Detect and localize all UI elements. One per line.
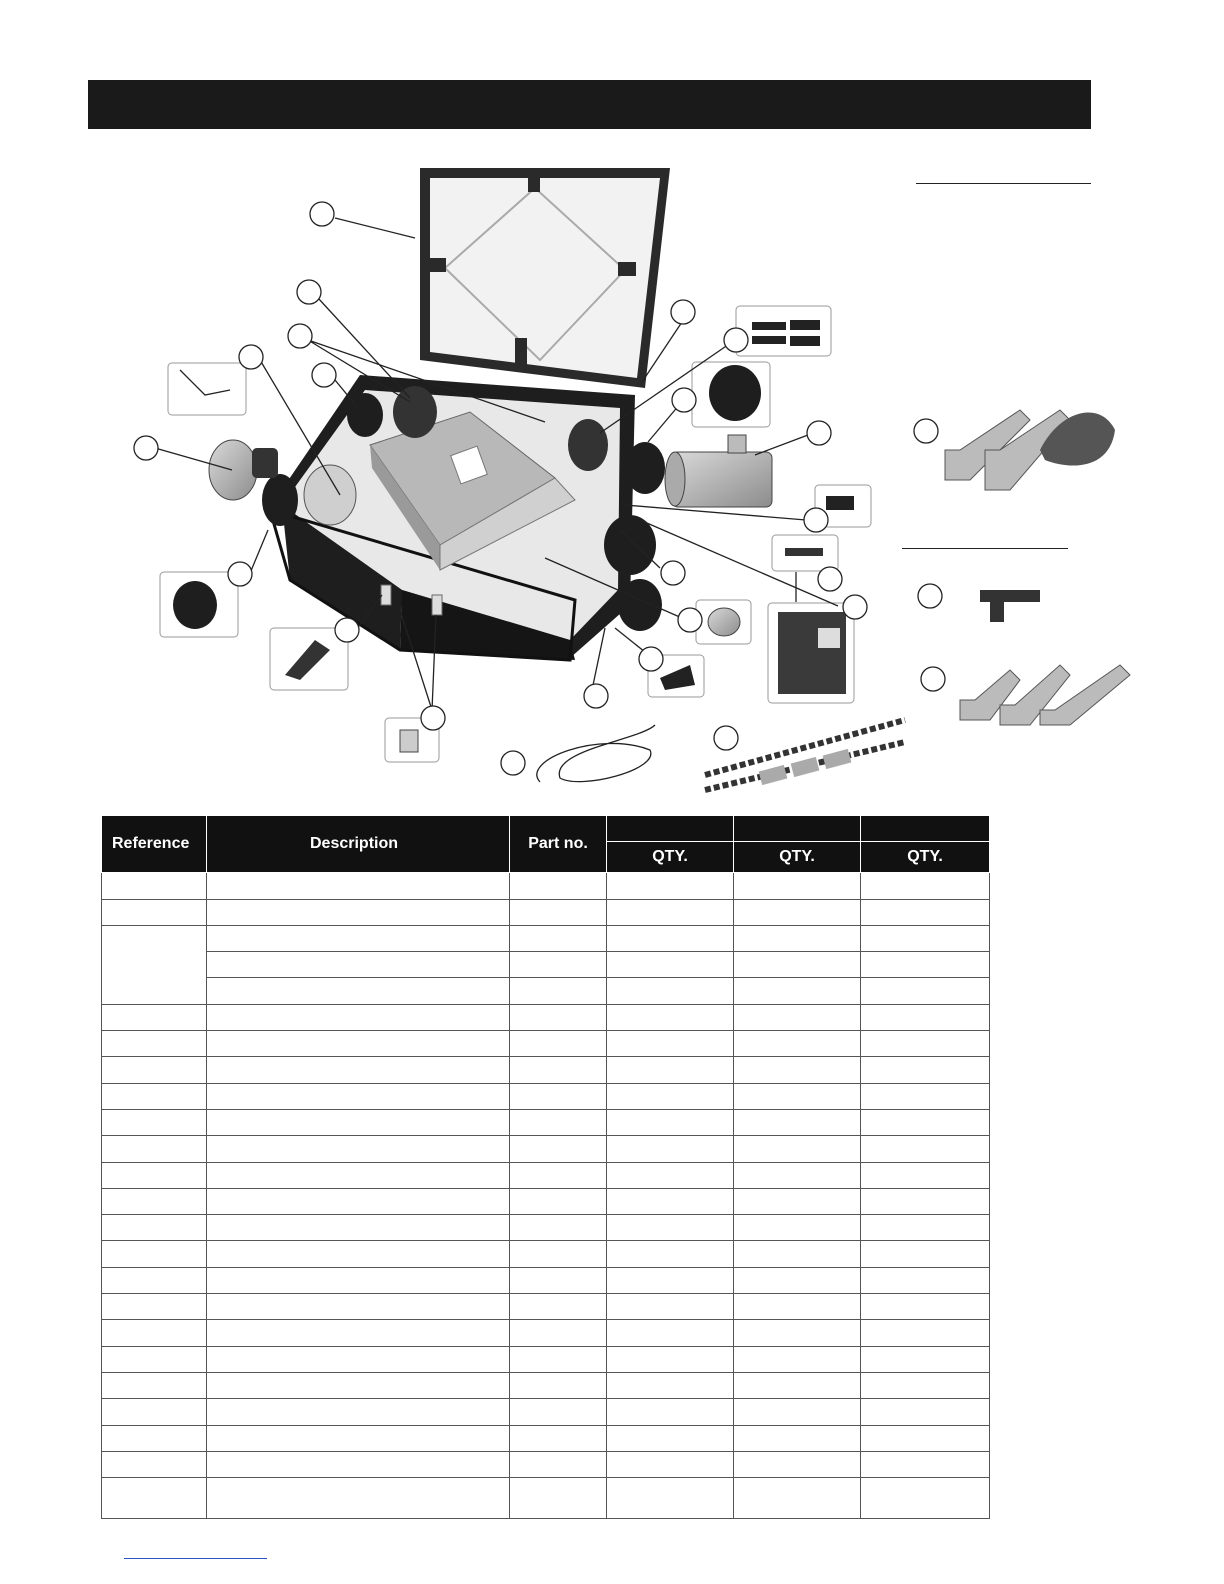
table-row <box>102 1320 990 1346</box>
parts-frame <box>736 306 831 356</box>
table-row <box>102 925 990 951</box>
header-model-3 <box>861 816 990 842</box>
bracket-set <box>960 665 1130 725</box>
table-row <box>102 1451 990 1477</box>
table-row <box>102 1004 990 1030</box>
header-qty-2: QTY. <box>734 842 861 873</box>
exploded-parts-diagram <box>0 150 1224 810</box>
damper-assembly <box>665 435 772 507</box>
bracket-straps <box>945 410 1115 490</box>
table-row <box>102 1162 990 1188</box>
table-row <box>102 1215 990 1241</box>
table-row <box>102 1346 990 1372</box>
table-row <box>102 1372 990 1398</box>
tee-fitting <box>980 590 1040 622</box>
table-row <box>102 1083 990 1109</box>
accessory-heading-rule <box>902 548 1068 549</box>
table-row <box>102 1057 990 1083</box>
header-qty-3: QTY. <box>861 842 990 873</box>
table-row <box>102 1425 990 1451</box>
table-row <box>102 1241 990 1267</box>
lid <box>420 168 670 388</box>
header-part-no: Part no. <box>510 816 607 873</box>
footer-link-underline[interactable] <box>124 1558 267 1559</box>
table-row <box>102 1031 990 1057</box>
table-row <box>102 1399 990 1425</box>
unit-cabinet <box>262 375 665 660</box>
parts-frame <box>168 363 246 415</box>
header-model-1 <box>607 816 734 842</box>
table-row <box>102 952 990 978</box>
section-title-bar <box>88 80 1091 129</box>
header-description: Description <box>207 816 510 873</box>
table-row <box>102 1478 990 1519</box>
table-row <box>102 899 990 925</box>
header-qty-1: QTY. <box>607 842 734 873</box>
table-row <box>102 1188 990 1214</box>
header-model-2 <box>734 816 861 842</box>
table-row <box>102 1294 990 1320</box>
accessory-heading-rule <box>916 183 1091 184</box>
parts-table <box>101 815 990 1519</box>
table-row <box>102 978 990 1004</box>
table-row <box>102 1267 990 1293</box>
table-row <box>102 1136 990 1162</box>
table-row <box>102 1109 990 1135</box>
header-reference: Reference <box>102 816 207 873</box>
table-row <box>102 873 990 899</box>
